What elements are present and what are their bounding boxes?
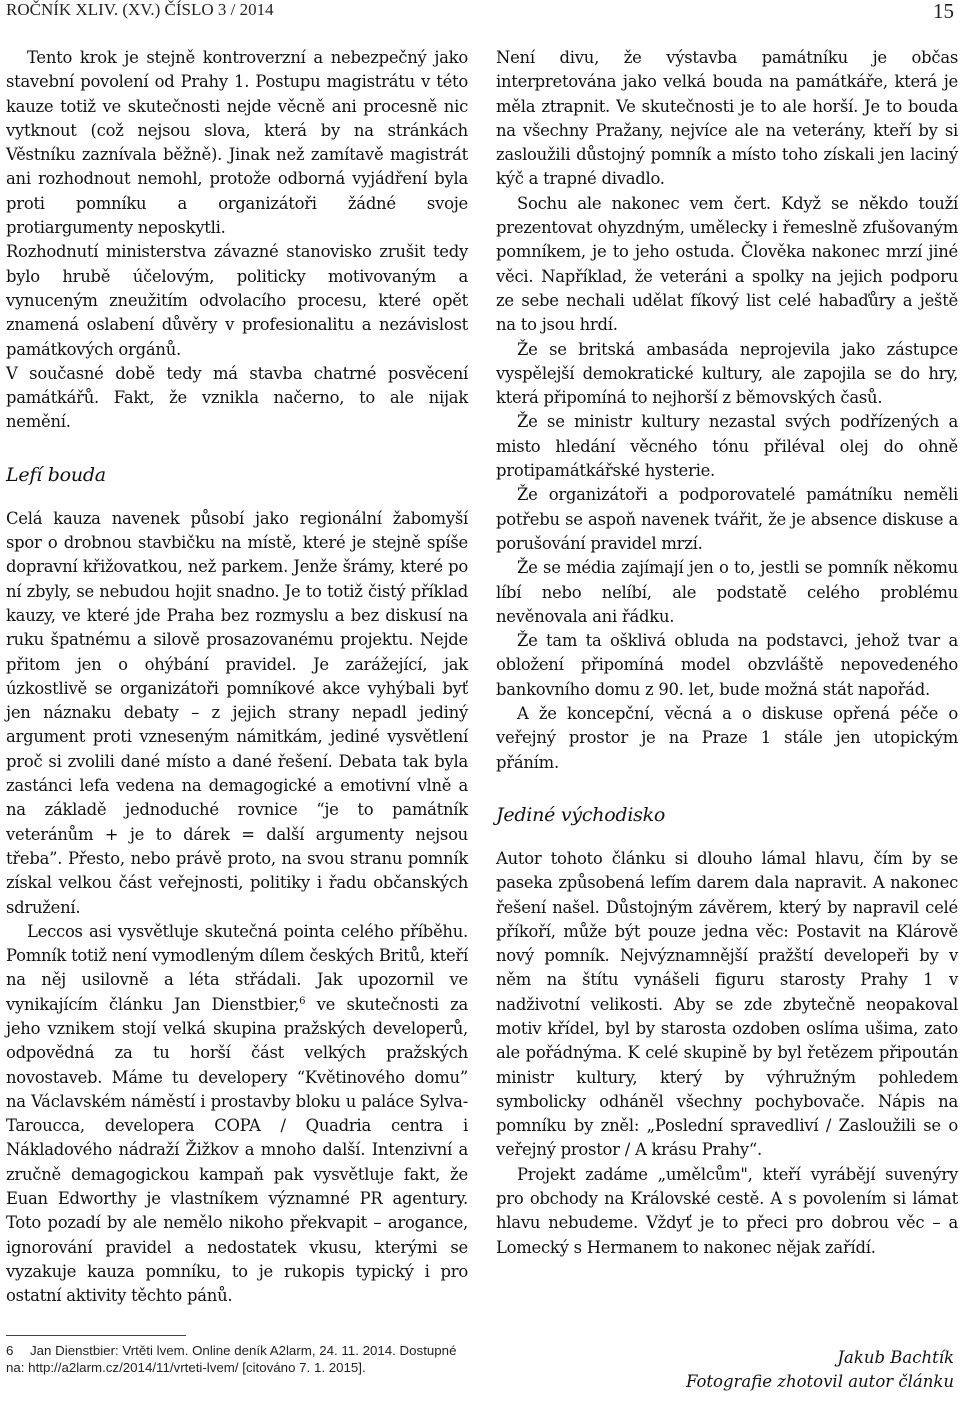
paragraph (6, 920, 468, 1309)
section-heading-jedine-vychodisko: Jediné východisko (496, 803, 666, 826)
footnote (6, 1343, 468, 1376)
paragraph-text: ve skutečnosti za jeho vznikem stojí velká skupina pražských developerů, odpovědná za tu horší část velkých pražských novostaveb. Máme tu developery “Květinového domu” na Václavském náměstí i prostavby bloku u paláce Sylva-Taroucca, developera COPA / Quadria centra i Nákladového nádraží Žižkov a mnoho další. Intenzivní a zručně demagogickou kampaň pak vysvětluje fakt, že Euan Edworthy je vlastníkem významné PR agentury. Toto pozadí by ale nemělo nikoho překvapit – arogance, ignorování pravidel a nedostatek vkusu, kterými se vyzakuje kauza pomníku, to je rukopis typický i pro ostatní aktivity těchto pánů. (6, 994, 468, 1306)
right-column (496, 46, 958, 1260)
author-name: Jakub Bachtík (837, 1348, 954, 1367)
page-number: 15 (933, 0, 954, 23)
paragraph: Rozhodnutí ministerstva závazné stanovisko zrušit tedy bylo hrubě účelovým, politicky motivovaným a vynuceným zneužitím odvolacího procesu, které opět znamená oslabení důvěry v profesionalitu a nezávislost památkových orgánů. (6, 242, 468, 359)
left-column (6, 46, 468, 1309)
paragraph: A že koncepční, věcná a o diskuse opřená péče o veřejný prostor je na Praze 1 stále jen utopickým přáním. (496, 704, 958, 772)
section-heading-lefi-bouda: Lefí bouda (6, 463, 106, 486)
photo-credit: Fotografie zhotovil autor článku (685, 1372, 954, 1391)
footnote-divider (6, 1335, 186, 1336)
footnote-number: 6 (6, 1343, 14, 1358)
paragraph: Autor tohoto článku si dlouho lámal hlavu, čím by se paseka způsobená lefím darem dala napravit. A nakonec řešení našel. Důstojným závěrem, který by napravil celé příkoří, může být pouze jedna věc: Postavit na Klárově nový pomník. Nejvýznamnější pražští developeři by v něm na štítu vynášeli figuru starosty Prahy 1 v nadživotní velikosti. Aby se zde zbytečně neopakoval motiv křídel, byl by starosta ozdoben oslíma ušima, zato ale pořádnýma. K celé skupině by byl řetězem připoután ministr kultury, který by výhružným pohledem symbolicky odháněl všechny pochybovače. Nápis na pomníku by zněl: „Poslední spravedliví / Zasloužili se o veřejný prostor / A krásu Prahy“. (496, 848, 958, 1160)
paragraph: Že se ministr kultury nezastal svých podřízených a misto hledání věcného tónu přiléval olej do ohně protipamátkářské hysterie. (496, 412, 958, 481)
footnote-reference: 6 (299, 995, 306, 1007)
paragraph: Že organizátoři a podporovatelé památníku neměli potřebu se aspoň navenek tvářit, že je absence diskuse a porušování pravidel mrzí. (496, 485, 958, 553)
paragraph: Celá kauza navenek působí jako regionální žabomyší spor o drobnou stavbičku na místě, které je stejně spíše dopravní křižovatkou, než parkem. Jenže šrámy, které po ní zbyly, se nebudou hojit snadno. Je to totiž čistý příklad kauzy, ve které jde Praha bez rozmyslu a bez diskusí na ruku špatnému a silově prosazovanému projektu. Nejde přitom jen o ohýbání pravidel. Je zarážející, jak úzkostlivě se organizátoři pomníkové akce vyhýbali byť jen náznaku debaty – z jejich strany nepadl jediný argument proti vzneseným námitkám, jediné vysvětlení proč si zvolili dané místo a dané řešení. Debata tak byla zastánci lefa vedena na demagogické a emotivní vlně a na základě jednoduché rovnice “je to památník veteránům + je to dárek = další argumenty nejsou třeba”. Přesto, nebo právě proto, na svou stranu pomník získal velkou část veřejnosti, politiky i řadu občanských sdružení. (6, 508, 468, 917)
paragraph: Není divu, že výstavba památníku je občas interpretována jako velká bouda na památkáře, která je měla ztrapnit. Ve skutečnosti je to ale horší. Je to bouda na všechny Pražany, nejvíce ale na veterány, kteří by si zasloužili důstojný pomník a místo toho získali jen laciný kýč a trapné divadlo. (496, 48, 958, 189)
running-title: ROČNÍK XLIV. (XV.) ČÍSLO 3 / 2014 (6, 0, 274, 19)
signature-block (686, 1346, 954, 1394)
paragraph: Tento krok je stejně kontroverzní a nebezpečný jako stavební povolení od Prahy 1. Postupu magistrátu v této kauze totiž ve skutečnosti nejde věcně ani procesně nic vytknout (což nejsou slova, která by na stránkách Věstníku zaznívala běžně). Jinak než zamítavě magistrát ani rozhodnout nemohl, protože odborná vyjádření byla proti pomníku a organizátoři žádné svoje protiargumenty neposkytli. (6, 48, 468, 238)
paragraph: Sochu ale nakonec vem čert. Když se někdo touží prezentovat ohyzdným, umělecky i řemeslně zfušovaným pomníkem, je to jeho ostuda. Člověka nakonec mrzí jiné věci. Například, že veteráni a spolky na jejich podporu ze sebe nechali udělat fíkový list celé habaďůry a ještě na to jsou hrdí. (496, 193, 958, 335)
paragraph-text: Leccos asi vysvětluje skutečná pointa celého příběhu. Pomník totiž není vymodleným dílem českých Britů, kteří na něj usilovně a léta střádali. Jak upozornil ve vynikajícím článku Jan Dienstbier, (6, 921, 468, 1014)
paragraph: Že tam ta ošklivá obluda na podstavci, jehož tvar a obložení připomíná model obzvláště nepovedeného bankovního domu z 90. let, bude možná stát napořád. (496, 631, 958, 699)
footnotes (6, 1343, 468, 1376)
running-header (6, 0, 954, 26)
paragraph: Projekt zadáme „umělcům", kteří vyrábějí suvenýry pro obchody na Královské cestě. A s povolením si lámat hlavu nebudeme. Vždyť je to přeci pro dobrou věc – a Lomecký s Hermanem to nakonec nějak zařídí. (496, 1164, 958, 1257)
paragraph: V současné době tedy má stavba chatrné posvěcení památkářů. Fakt, že vznikla načerno, to ale nijak nemění. (6, 363, 468, 432)
paragraph: Že se britská ambasáda neprojevila jako zástupce vyspělejší demokratické kultury, ale zapojila se do hry, která připomíná to nejhorší z běmovských časů. (496, 339, 958, 408)
footnote-text: Jan Dienstbier: Vrtěti lvem. Online deník A2larm, 24. 11. 2014. Dostupné na: http://a2larm.cz/2014/11/vrteti-lvem/ [citováno 7. 1. 2015]. (6, 1343, 457, 1375)
paragraph: Že se média zajímají jen o to, jestli se pomník někomu líbí nebo nelíbí, ale podstatě celého problému nevěnovala ani řádku. (496, 558, 958, 626)
